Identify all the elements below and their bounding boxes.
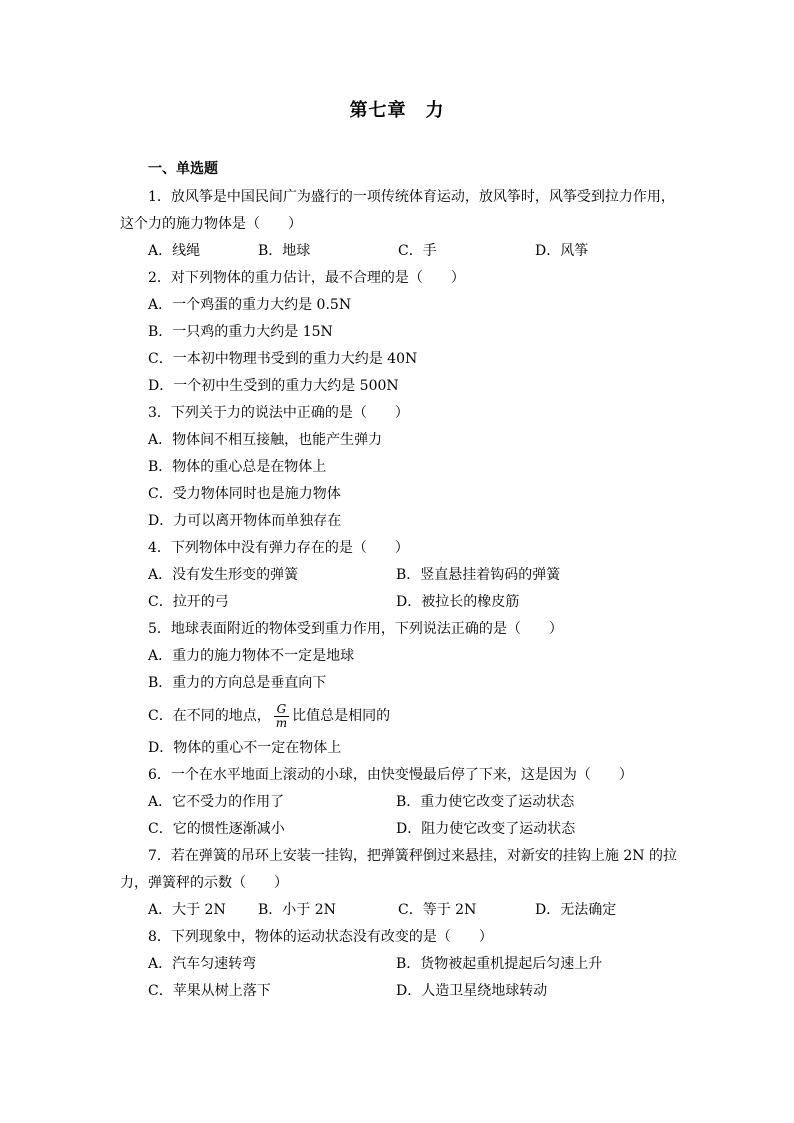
- q1-option-d: D．风筝: [535, 243, 589, 259]
- q6-option-b: B．重力使它改变了运动状态: [396, 794, 575, 810]
- q3-stem: 3．下列关于力的说法中正确的是（ ）: [148, 405, 409, 421]
- q1-option-a: A．线绳: [148, 243, 201, 259]
- q4-options-row1: [120, 562, 680, 589]
- q8-options-row2: [120, 978, 680, 1005]
- q6-options-row2: [120, 816, 680, 843]
- q8-option-a: A．汽车匀速转弯: [148, 956, 257, 972]
- q4-option-a: A．没有发生形变的弹簧: [148, 567, 299, 583]
- q5-option-c: [120, 697, 680, 735]
- q7-option-d: D．无法确定: [535, 902, 617, 918]
- q6-stem: 6．一个在水平地面上滚动的小球，由快变慢最后停了下来，这是因为（ ）: [148, 767, 633, 783]
- q8-options-row1: [120, 951, 680, 978]
- q3-option-a: A．物体间不相互接触，也能产生弹力: [148, 432, 383, 448]
- q1-stem-line2: 这个力的施力物体是（ ）: [120, 216, 302, 232]
- q4-option-b: B．竖直悬挂着钩码的弹簧: [396, 567, 561, 583]
- q3-option-b: B．物体的重心总是在物体上: [148, 459, 327, 475]
- q1-option-c: C．手: [398, 243, 437, 259]
- g-over-m-fraction: [274, 703, 289, 730]
- q6-option-c: C．它的惯性逐渐减小: [148, 821, 285, 837]
- fraction-denominator: m: [275, 715, 288, 730]
- q5-option-b: B．重力的方向总是垂直向下: [148, 675, 327, 691]
- q8-stem: 8．下列现象中，物体的运动状态没有改变的是（ ）: [148, 929, 493, 945]
- q8-option-c: C．苹果从树上落下: [148, 983, 271, 999]
- q8-option-d: D．人造卫星绕地球转动: [396, 983, 548, 999]
- q2-stem: 2．对下列物体的重力估计，最不合理的是（ ）: [148, 270, 465, 286]
- q1-stem-line1: 1．放风筝是中国民间广为盛行的一项传统体育运动，放风筝时，风筝受到拉力作用，: [148, 189, 675, 205]
- fraction-numerator: G: [274, 703, 289, 717]
- q7-option-b: B．小于 2N: [258, 902, 336, 918]
- q7-stem-line2: 力，弹簧秤的示数（ ）: [120, 875, 288, 891]
- q4-stem: 4．下列物体中没有弹力存在的是（ ）: [148, 540, 409, 556]
- q5-option-d: D．物体的重心不一定在物体上: [148, 740, 342, 756]
- q6-options-row1: [120, 789, 680, 816]
- q7-option-c: C．等于 2N: [398, 902, 477, 918]
- q5-option-a: A．重力的施力物体不一定是地球: [148, 648, 355, 664]
- q4-option-c: C．拉开的弓: [148, 594, 229, 610]
- q2-option-d: D．一个初中生受到的重力大约是 500N: [148, 378, 399, 394]
- q5-stem: 5．地球表面附近的物体受到重力作用，下列说法正确的是（ ）: [148, 621, 563, 637]
- q1-option-b: B．地球: [258, 243, 311, 259]
- section-heading: 一、单选题: [148, 161, 218, 177]
- q5-option-c-prefix: C．在不同的地点，: [148, 708, 271, 724]
- q7-option-a: A．大于 2N: [148, 902, 226, 918]
- q3-option-c: C．受力物体同时也是施力物体: [148, 486, 341, 502]
- q2-option-b: B．一只鸡的重力大约是 15N: [148, 324, 333, 340]
- q7-stem-line1: 7．若在弹簧的吊环上安装一挂钩，把弹簧秤倒过来悬挂，对新安的挂钩上施 2N 的拉: [148, 848, 677, 864]
- q6-option-d: D．阻力使它改变了运动状态: [396, 821, 576, 837]
- chapter-title: 第七章 力: [349, 100, 445, 121]
- q3-option-d: D．力可以离开物体而单独存在: [148, 513, 342, 529]
- q6-option-a: A．它不受力的作用了: [148, 794, 285, 810]
- q5-option-c-suffix: 比值总是相同的: [292, 708, 391, 724]
- question-list: [120, 184, 680, 1005]
- q8-option-b: B．货物被起重机提起后匀速上升: [396, 956, 603, 972]
- q7-options: [120, 897, 680, 924]
- q1-options: [120, 238, 680, 265]
- q2-option-c: C．一本初中物理书受到的重力大约是 40N: [148, 351, 418, 367]
- q2-option-a: A．一个鸡蛋的重力大约是 0.5N: [148, 297, 352, 313]
- q4-option-d: D．被拉长的橡皮筋: [396, 594, 520, 610]
- q4-options-row2: [120, 589, 680, 616]
